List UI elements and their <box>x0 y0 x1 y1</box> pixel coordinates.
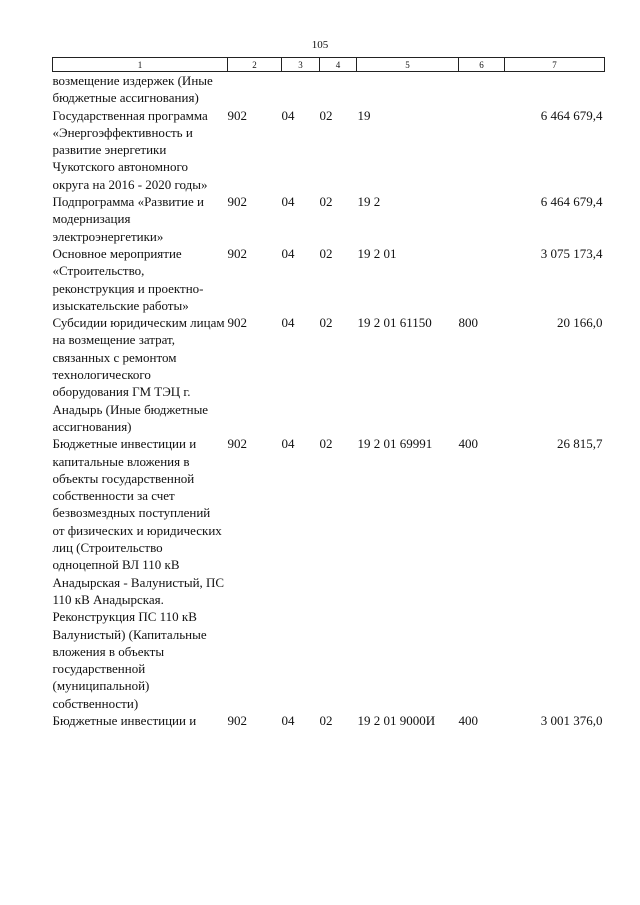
header-cell-2: 2 <box>228 58 282 72</box>
row-name: Субсидии юридическим лицам на возмещение затрат, связанных с ремонтом технологического оборудования ГМ ТЭЦ г. Анадырь (Иные бюджетные ассигнования) <box>52 315 225 434</box>
row-name: Государственная программа «Энергоэффективность и развитие энергетики Чукотского автономного округа на 2016 - 2020 годы» <box>52 107 208 192</box>
row-ministry-code: 902 <box>227 315 247 331</box>
row-section-code: 04 <box>281 712 295 728</box>
row-ministry-code: 902 <box>227 107 247 123</box>
row-section-code: 04 <box>281 436 295 452</box>
row-amount: 3 001 376,0 <box>540 712 603 728</box>
table-row <box>53 193 605 245</box>
row-subsection-code: 02 <box>319 712 333 728</box>
row-section-code: 04 <box>281 194 295 210</box>
header-cell-5: 5 <box>357 58 459 72</box>
table-row <box>53 72 605 107</box>
row-expense-type <box>459 107 505 193</box>
row-amount: 26 815,7 <box>557 436 603 452</box>
row-subsection-code: 02 <box>319 315 333 331</box>
row-amount: 20 166,0 <box>557 315 603 331</box>
row-ministry-code: 902 <box>227 194 247 210</box>
table-row <box>53 107 605 193</box>
row-name: возмещение издержек (Иные бюджетные ассигнования) <box>52 73 213 106</box>
row-target-article: 19 2 01 69991 <box>357 436 433 452</box>
row-expense-type <box>459 193 505 245</box>
row-subsection-code: 02 <box>319 107 333 123</box>
row-target-article: 19 <box>357 107 371 123</box>
row-name: Бюджетные инвестиции и капитальные вложения в объекты государственной собственности за счет безвозмездных поступлений от физических и юридических лиц (Строительство одноцепной ВЛ 110 кВ Анадырская - Валунистый, ПС 110 кВ Анадырская. Реконструкция ПС 110 кВ Валунистый) (Капитальные вложения в объекты государственной (муниципальной) собственности) <box>52 436 225 711</box>
header-cell-1: 1 <box>53 58 228 72</box>
header-cell-3: 3 <box>282 58 320 72</box>
row-ministry-code: 902 <box>227 712 247 728</box>
row-amount <box>505 72 605 107</box>
row-expense-type <box>459 72 505 107</box>
row-ministry-code <box>228 72 282 107</box>
row-target-article: 19 2 01 61150 <box>357 315 432 331</box>
row-amount: 6 464 679,4 <box>540 107 603 123</box>
row-name: Основное мероприятие «Строительство, реконструкция и проектно-изыскательские работы» <box>52 245 204 313</box>
header-cell-6: 6 <box>459 58 505 72</box>
row-section-code: 04 <box>281 315 295 331</box>
row-subsection-code: 02 <box>319 436 333 452</box>
header-cell-4: 4 <box>320 58 357 72</box>
row-amount: 6 464 679,4 <box>540 194 603 210</box>
row-expense-type: 800 <box>458 315 478 331</box>
page-number: 105 <box>311 39 329 51</box>
row-target-article: 19 2 01 9000И <box>357 712 436 728</box>
budget-table <box>52 57 605 729</box>
row-target-article: 19 2 01 <box>357 245 397 261</box>
header-row <box>53 58 605 72</box>
row-subsection-code: 02 <box>319 194 333 210</box>
row-target-article <box>357 72 459 107</box>
row-expense-type: 400 <box>458 436 478 452</box>
row-expense-type <box>459 245 505 314</box>
table-row <box>53 712 605 729</box>
table-row <box>53 314 605 435</box>
row-subsection-code: 02 <box>319 245 333 261</box>
row-section-code: 04 <box>281 107 295 123</box>
row-amount: 3 075 173,4 <box>540 245 603 261</box>
row-section-code <box>282 72 320 107</box>
row-subsection-code <box>320 72 357 107</box>
row-name: Бюджетные инвестиции и <box>52 712 197 728</box>
header-cell-7: 7 <box>505 58 605 72</box>
row-section-code: 04 <box>281 245 295 261</box>
row-ministry-code: 902 <box>227 436 247 452</box>
row-expense-type: 400 <box>458 712 478 728</box>
row-target-article: 19 2 <box>357 194 381 210</box>
row-name: Подпрограмма «Развитие и модернизация электроэнергетики» <box>52 194 204 244</box>
table-row <box>53 435 605 712</box>
row-ministry-code: 902 <box>227 245 247 261</box>
table-row <box>53 245 605 314</box>
